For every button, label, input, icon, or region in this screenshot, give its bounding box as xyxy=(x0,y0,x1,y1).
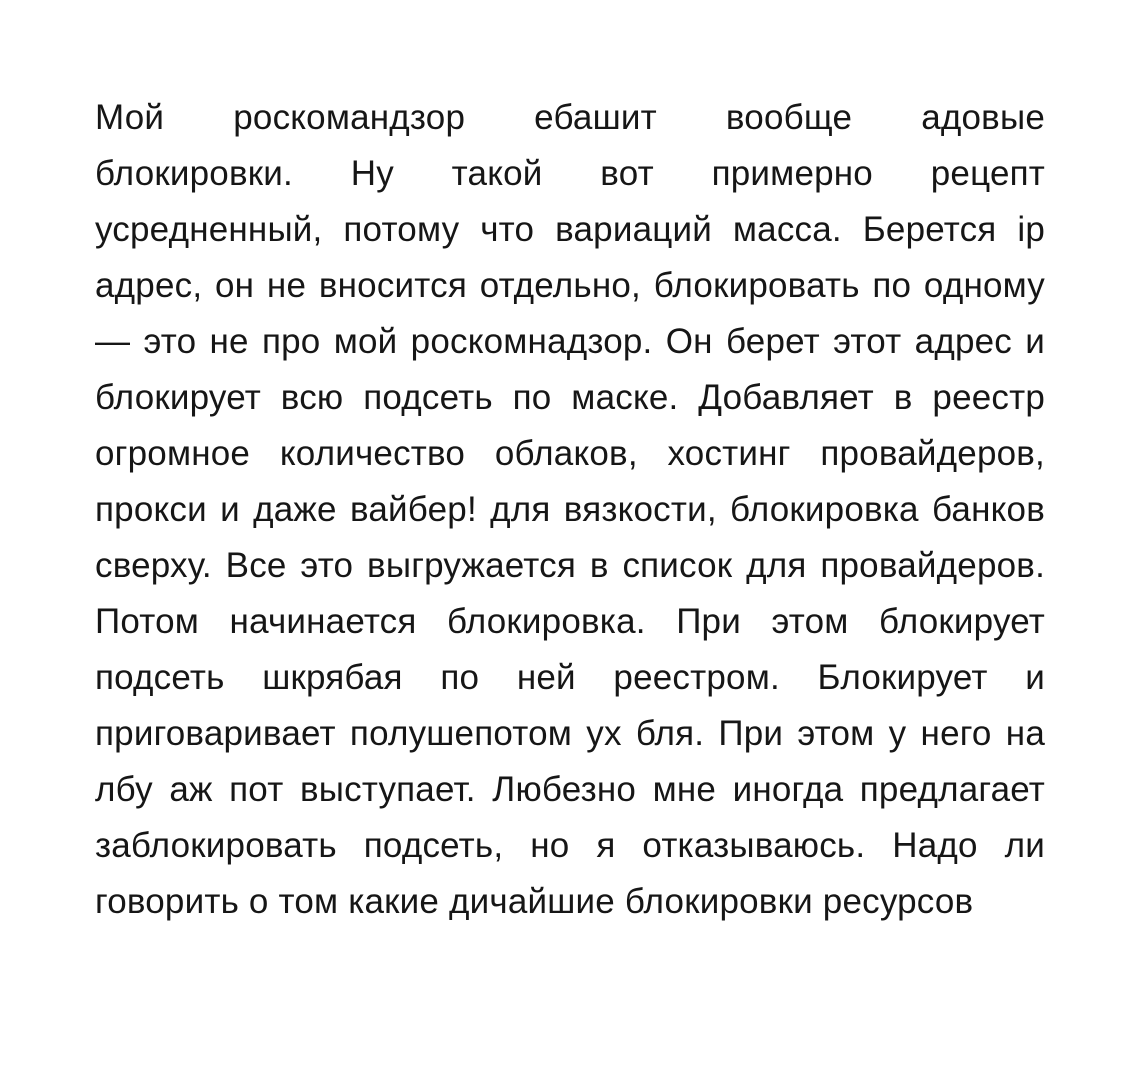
paragraph xyxy=(95,90,1045,930)
text-line: блокировки. Ну такой вот примерно рецепт xyxy=(95,154,1045,193)
text-line: блокирует всю подсеть по маске. Добавляет в реестр xyxy=(95,378,1045,417)
text-line: прокси и даже вайбер! для вязкости, блокировка банков xyxy=(95,490,1045,529)
text-line: говорить о том какие дичайшие блокировки ресурсов xyxy=(95,882,974,921)
text-line: сверху. Все это выгружается в список для провайдеров. xyxy=(95,546,1045,585)
text-line: заблокировать подсеть, но я отказываюсь. Надо ли xyxy=(95,826,1045,865)
text-line: адрес, он не вносится отдельно, блокировать по одному xyxy=(95,266,1045,305)
text-line: огромное количество облаков, хостинг провайдеров, xyxy=(95,434,1045,473)
text-line: Мой роскомандзор ебашит вообще адовые xyxy=(95,98,1045,137)
text-line: лбу аж пот выступает. Любезно мне иногда предлагает xyxy=(95,770,1045,809)
text-line: усредненный, потому что вариаций масса. Берется ip xyxy=(95,210,1045,249)
text-line: Потом начинается блокировка. При этом блокирует xyxy=(95,602,1045,641)
text-line: — это не про мой роскомнадзор. Он берет этот адрес и xyxy=(95,322,1045,361)
text-line: подсеть шкрябая по ней реестром. Блокирует и xyxy=(95,658,1045,697)
text-line: приговаривает полушепотом ух бля. При этом у него на xyxy=(95,714,1045,753)
